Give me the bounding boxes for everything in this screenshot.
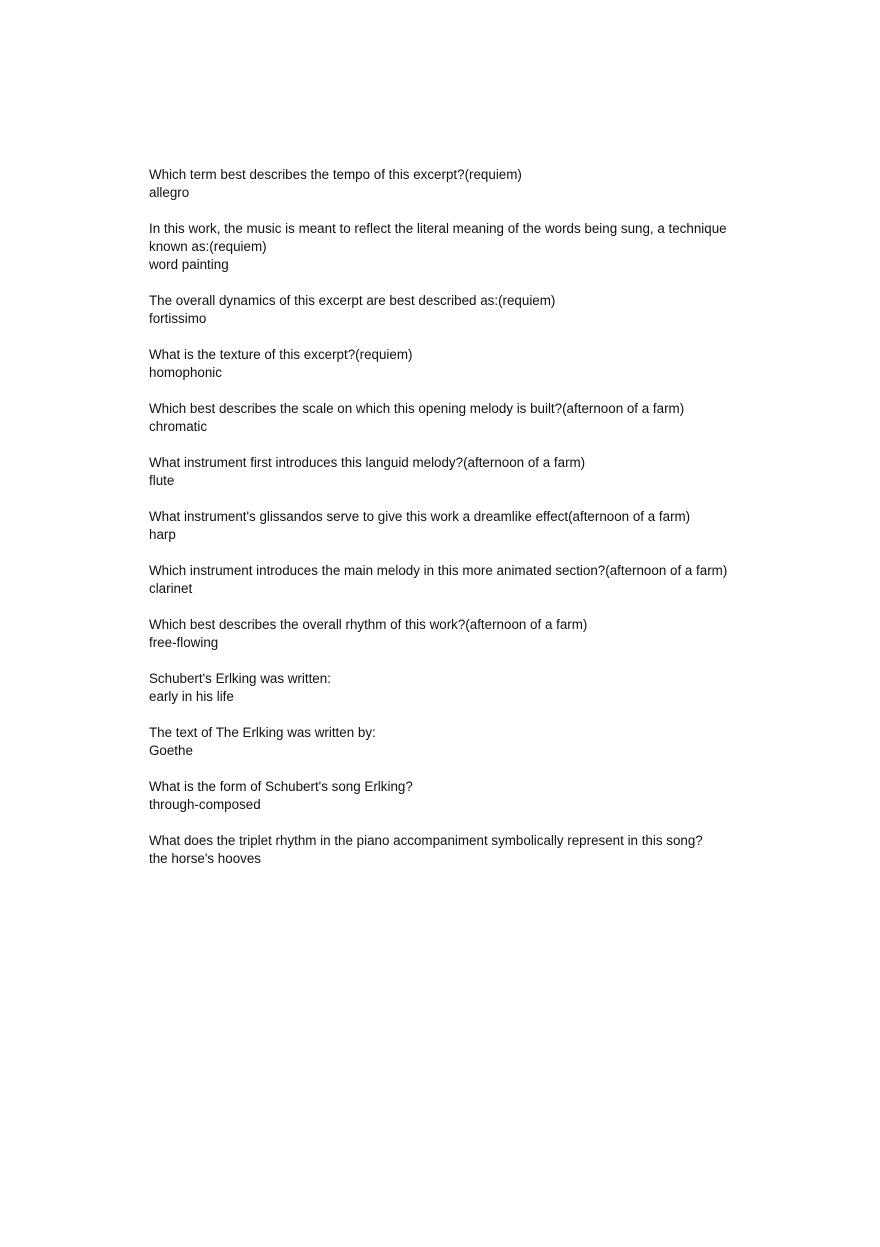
answer-text: homophonic	[149, 365, 222, 380]
qa-item	[149, 454, 729, 490]
qa-item	[149, 778, 729, 814]
question-text: What instrument first introduces this languid melody?(afternoon of a farm)	[149, 455, 586, 470]
qa-item	[149, 346, 729, 382]
answer-text: the horse's hooves	[149, 851, 261, 866]
qa-item	[149, 832, 729, 868]
answer-text: chromatic	[149, 419, 208, 434]
answer-text: fortissimo	[149, 311, 207, 326]
question-text: Which instrument introduces the main melody in this more animated section?(afternoon of a farm)	[149, 563, 728, 578]
qa-item	[149, 508, 729, 544]
question-text: The overall dynamics of this excerpt are best described as:(requiem)	[149, 293, 556, 308]
answer-text: Goethe	[149, 743, 193, 758]
qa-item	[149, 616, 729, 652]
question-text: Which best describes the overall rhythm of this work?(afternoon of a farm)	[149, 617, 588, 632]
answer-text: clarinet	[149, 581, 193, 596]
qa-item	[149, 166, 729, 202]
answer-text: through-composed	[149, 797, 261, 812]
document-body	[149, 166, 729, 886]
qa-item	[149, 724, 729, 760]
qa-item	[149, 292, 729, 328]
qa-item	[149, 562, 729, 598]
answer-text: flute	[149, 473, 175, 488]
qa-item	[149, 220, 729, 274]
question-text: The text of The Erlking was written by:	[149, 725, 376, 740]
answer-text: free-flowing	[149, 635, 219, 650]
question-text: Schubert's Erlking was written:	[149, 671, 331, 686]
question-text: What is the texture of this excerpt?(requiem)	[149, 347, 413, 362]
question-text: Which best describes the scale on which this opening melody is built?(afternoon of a farm)	[149, 401, 685, 416]
answer-text: early in his life	[149, 689, 234, 704]
answer-text: word painting	[149, 257, 229, 272]
qa-item	[149, 670, 729, 706]
answer-text: allegro	[149, 185, 190, 200]
question-text: What does the triplet rhythm in the piano accompaniment symbolically represent in this song?	[149, 833, 703, 848]
question-text: What is the form of Schubert's song Erlking?	[149, 779, 413, 794]
question-text: In this work, the music is meant to reflect the literal meaning of the words being sung, a technique known as:(requiem)	[149, 221, 727, 254]
question-text: What instrument's glissandos serve to give this work a dreamlike effect(afternoon of a farm)	[149, 509, 691, 524]
answer-text: harp	[149, 527, 176, 542]
question-text: Which term best describes the tempo of this excerpt?(requiem)	[149, 167, 522, 182]
qa-item	[149, 400, 729, 436]
